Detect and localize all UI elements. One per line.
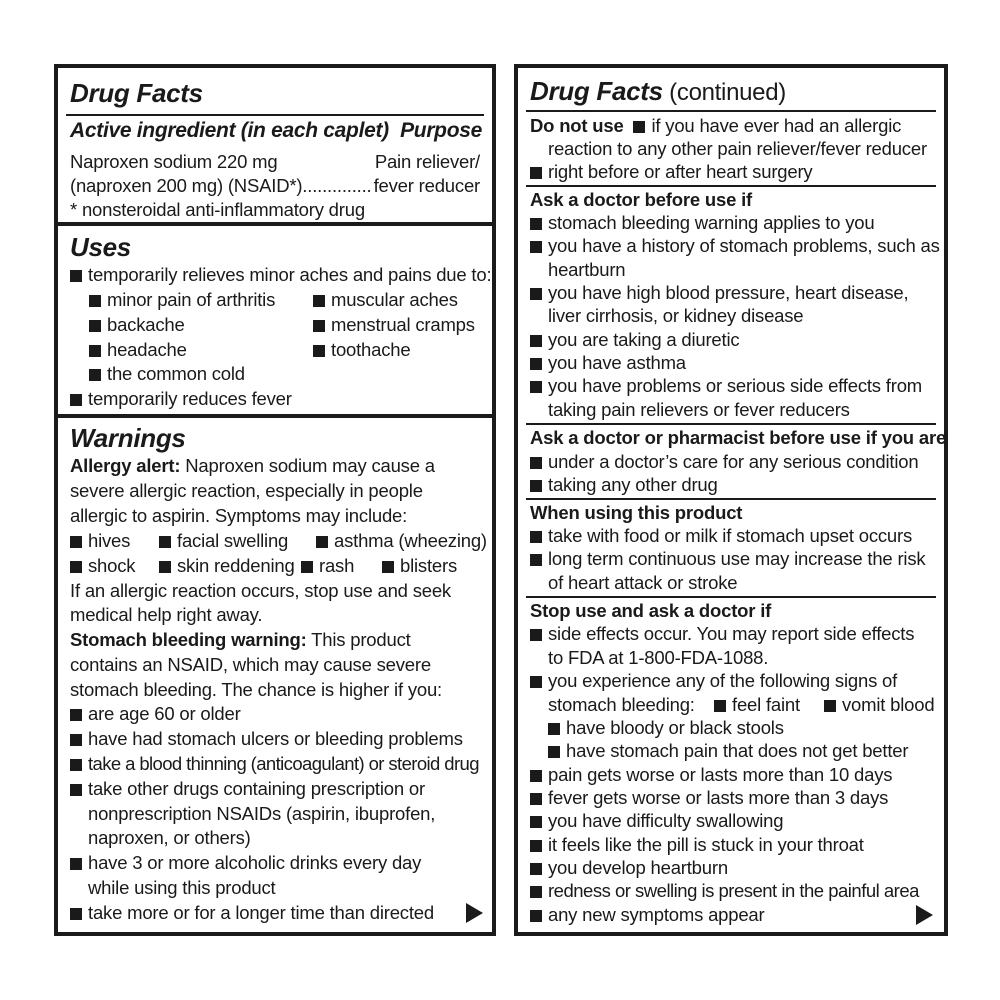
uses-subitem: the common cold <box>89 362 245 386</box>
allergy-text: severe allergic reaction, especially in people <box>70 480 423 501</box>
bullet-icon <box>70 734 82 746</box>
bullet-icon <box>633 121 645 133</box>
bullet-icon <box>313 345 325 357</box>
bullet-icon <box>89 320 101 332</box>
bullet-icon <box>159 536 171 548</box>
stop-use-subitem: have bloody or black stools <box>548 716 784 740</box>
ask-doctor-item: you have problems or serious side effects from <box>530 374 922 398</box>
bullet-icon <box>89 295 101 307</box>
stop-use-item: you have difficulty swallowing <box>530 809 783 833</box>
symptom-item: facial swelling <box>159 529 288 553</box>
stop-use-subitem: feel faint <box>714 693 800 717</box>
when-using-title: When using this product <box>530 502 743 523</box>
stop-use-cont: to FDA at 1-800-FDA-1088. <box>548 647 769 668</box>
bullet-icon <box>70 784 82 796</box>
divider <box>66 114 484 116</box>
bullet-icon <box>530 840 542 852</box>
symptom-item: shock <box>70 554 135 578</box>
do-not-use-cont: reaction to any other pain reliever/fever reducer <box>548 138 927 159</box>
ask-pharmacist-item: under a doctor’s care for any serious condition <box>530 450 918 474</box>
bullet-icon <box>70 561 82 573</box>
bullet-icon <box>530 358 542 370</box>
bullet-icon <box>70 394 82 406</box>
bullet-icon <box>530 167 542 179</box>
bullet-icon <box>530 381 542 393</box>
bullet-icon <box>70 270 82 282</box>
bullet-icon <box>89 369 101 381</box>
stop-use-item: any new symptoms appear <box>530 903 764 927</box>
bullet-icon <box>548 723 560 735</box>
ask-doctor-title: Ask a doctor before use if <box>530 189 752 210</box>
stop-use-item: you experience any of the following signs of <box>530 669 897 693</box>
bullet-icon <box>313 320 325 332</box>
active-ingredient-line: Naproxen sodium 220 mg <box>70 151 278 172</box>
bullet-icon <box>530 629 542 641</box>
stomach-text: contains an NSAID, which may cause severe <box>70 654 431 675</box>
bullet-icon <box>70 709 82 721</box>
stomach-item: take more or for a longer time than directed <box>70 901 434 925</box>
stomach-text: stomach bleeding. The chance is higher if you: <box>70 679 442 700</box>
bullet-icon <box>530 457 542 469</box>
bullet-icon <box>89 345 101 357</box>
active-ingredient-line: (naproxen 200 mg) (NSAID*).............. <box>70 175 372 196</box>
section-divider <box>58 414 492 418</box>
uses-subitem: muscular aches <box>313 288 458 312</box>
bullet-icon <box>530 910 542 922</box>
ask-doctor-cont: liver cirrhosis, or kidney disease <box>548 305 804 326</box>
stop-use-item: redness or swelling is present in the painful area <box>530 879 919 903</box>
ask-pharmacist-title: Ask a doctor or pharmacist before use if you are <box>530 427 947 448</box>
stomach-item-cont: while using this product <box>88 877 276 898</box>
stop-use-item: pain gets worse or lasts more than 10 days <box>530 763 892 787</box>
ask-doctor-item: stomach bleeding warning applies to you <box>530 211 874 235</box>
allergy-text: allergic to aspirin. Symptoms may include: <box>70 505 408 526</box>
bullet-icon <box>70 759 82 771</box>
bullet-icon <box>824 700 836 712</box>
bullet-icon <box>159 561 171 573</box>
bullet-icon <box>714 700 726 712</box>
continue-arrow-icon <box>466 903 483 923</box>
do-not-use-item: right before or after heart surgery <box>530 160 812 184</box>
allergy-text: If an allergic reaction occurs, stop use and seek <box>70 580 451 601</box>
uses-item: temporarily relieves minor aches and pains due to: <box>70 263 491 287</box>
ask-doctor-item: you have a history of stomach problems, such as <box>530 234 940 258</box>
stop-use-item: fever gets worse or lasts more than 3 days <box>530 786 888 810</box>
bullet-icon <box>530 241 542 253</box>
stop-use-title: Stop use and ask a doctor if <box>530 600 772 621</box>
stomach-item-cont: naproxen, or others) <box>88 827 251 848</box>
uses-title: Uses <box>70 232 131 262</box>
ask-doctor-item: you have asthma <box>530 351 686 375</box>
drug-facts-title: Drug Facts <box>70 78 203 108</box>
bullet-icon <box>313 295 325 307</box>
bullet-icon <box>530 554 542 566</box>
bullet-icon <box>530 816 542 828</box>
bullet-icon <box>530 531 542 543</box>
bullet-icon <box>70 536 82 548</box>
uses-item: temporarily reduces fever <box>70 387 292 411</box>
divider <box>526 498 936 500</box>
stop-use-cont: stomach bleeding: <box>548 694 695 715</box>
bullet-icon <box>301 561 313 573</box>
bullet-icon <box>530 288 542 300</box>
bullet-icon <box>530 480 542 492</box>
uses-subitem: menstrual cramps <box>313 313 475 337</box>
ask-doctor-item: you are taking a diuretic <box>530 328 739 352</box>
stomach-item: are age 60 or older <box>70 702 241 726</box>
ask-doctor-cont: taking pain relievers or fever reducers <box>548 399 850 420</box>
ask-doctor-cont: heartburn <box>548 259 626 280</box>
uses-subitem: backache <box>89 313 185 337</box>
stomach-item: take a blood thinning (anticoagulant) or steroid drug <box>70 752 479 776</box>
do-not-use: Do not use if you have ever had an allergic <box>530 115 902 136</box>
bullet-icon <box>530 863 542 875</box>
allergy-text: medical help right away. <box>70 604 263 625</box>
stomach-item: take other drugs containing prescription or <box>70 777 425 801</box>
ask-doctor-item: you have high blood pressure, heart disease, <box>530 281 908 305</box>
drug-facts-right-panel <box>514 64 948 936</box>
uses-subitem: headache <box>89 338 187 362</box>
continue-arrow-icon <box>916 905 933 925</box>
bullet-icon <box>530 218 542 230</box>
symptom-item: skin reddening <box>159 554 295 578</box>
symptom-item: blisters <box>382 554 457 578</box>
symptom-item: rash <box>301 554 354 578</box>
bullet-icon <box>316 536 328 548</box>
bullet-icon <box>548 746 560 758</box>
purpose-line: Pain reliever/ <box>374 151 480 172</box>
stomach-item-cont: nonprescription NSAIDs (aspirin, ibuprofen, <box>88 803 436 824</box>
purpose-heading: Purpose <box>400 119 482 142</box>
uses-subitem: toothache <box>313 338 410 362</box>
stomach-warning: Stomach bleeding warning: This product <box>70 629 411 650</box>
stop-use-subitem: vomit blood <box>824 693 934 717</box>
bullet-icon <box>530 886 542 898</box>
ask-pharmacist-item: taking any other drug <box>530 473 718 497</box>
purpose-line: fever reducer <box>373 175 480 196</box>
stomach-item: have had stomach ulcers or bleeding problems <box>70 727 463 751</box>
divider <box>526 423 936 425</box>
allergy-alert: Allergy alert: Naproxen sodium may cause a <box>70 455 435 476</box>
warnings-title: Warnings <box>70 423 186 453</box>
divider <box>526 110 936 112</box>
section-divider <box>58 222 492 226</box>
stop-use-item: side effects occur. You may report side effects <box>530 622 914 646</box>
drug-facts-title: Drug Facts (continued) <box>530 76 786 106</box>
bullet-icon <box>70 908 82 920</box>
symptom-item: asthma (wheezing) <box>316 529 487 553</box>
when-using-item: take with food or milk if stomach upset occurs <box>530 524 912 548</box>
when-using-cont: of heart attack or stroke <box>548 572 738 593</box>
bullet-icon <box>530 793 542 805</box>
stomach-item: have 3 or more alcoholic drinks every day <box>70 851 421 875</box>
active-ingredient-heading: Active ingredient (in each caplet) <box>70 119 389 142</box>
stop-use-item: you develop heartburn <box>530 856 728 880</box>
symptom-item: hives <box>70 529 130 553</box>
stop-use-item: it feels like the pill is stuck in your throat <box>530 833 864 857</box>
drug-facts-left-panel <box>54 64 496 936</box>
divider <box>526 185 936 187</box>
when-using-item: long term continuous use may increase the risk <box>530 547 925 571</box>
stop-use-subitem: have stomach pain that does not get better <box>548 739 908 763</box>
bullet-icon <box>530 335 542 347</box>
bullet-icon <box>382 561 394 573</box>
bullet-icon <box>530 770 542 782</box>
bullet-icon <box>70 858 82 870</box>
bullet-icon <box>530 676 542 688</box>
uses-subitem: minor pain of arthritis <box>89 288 275 312</box>
divider <box>526 596 936 598</box>
footnote: * nonsteroidal anti-inflammatory drug <box>70 199 365 220</box>
